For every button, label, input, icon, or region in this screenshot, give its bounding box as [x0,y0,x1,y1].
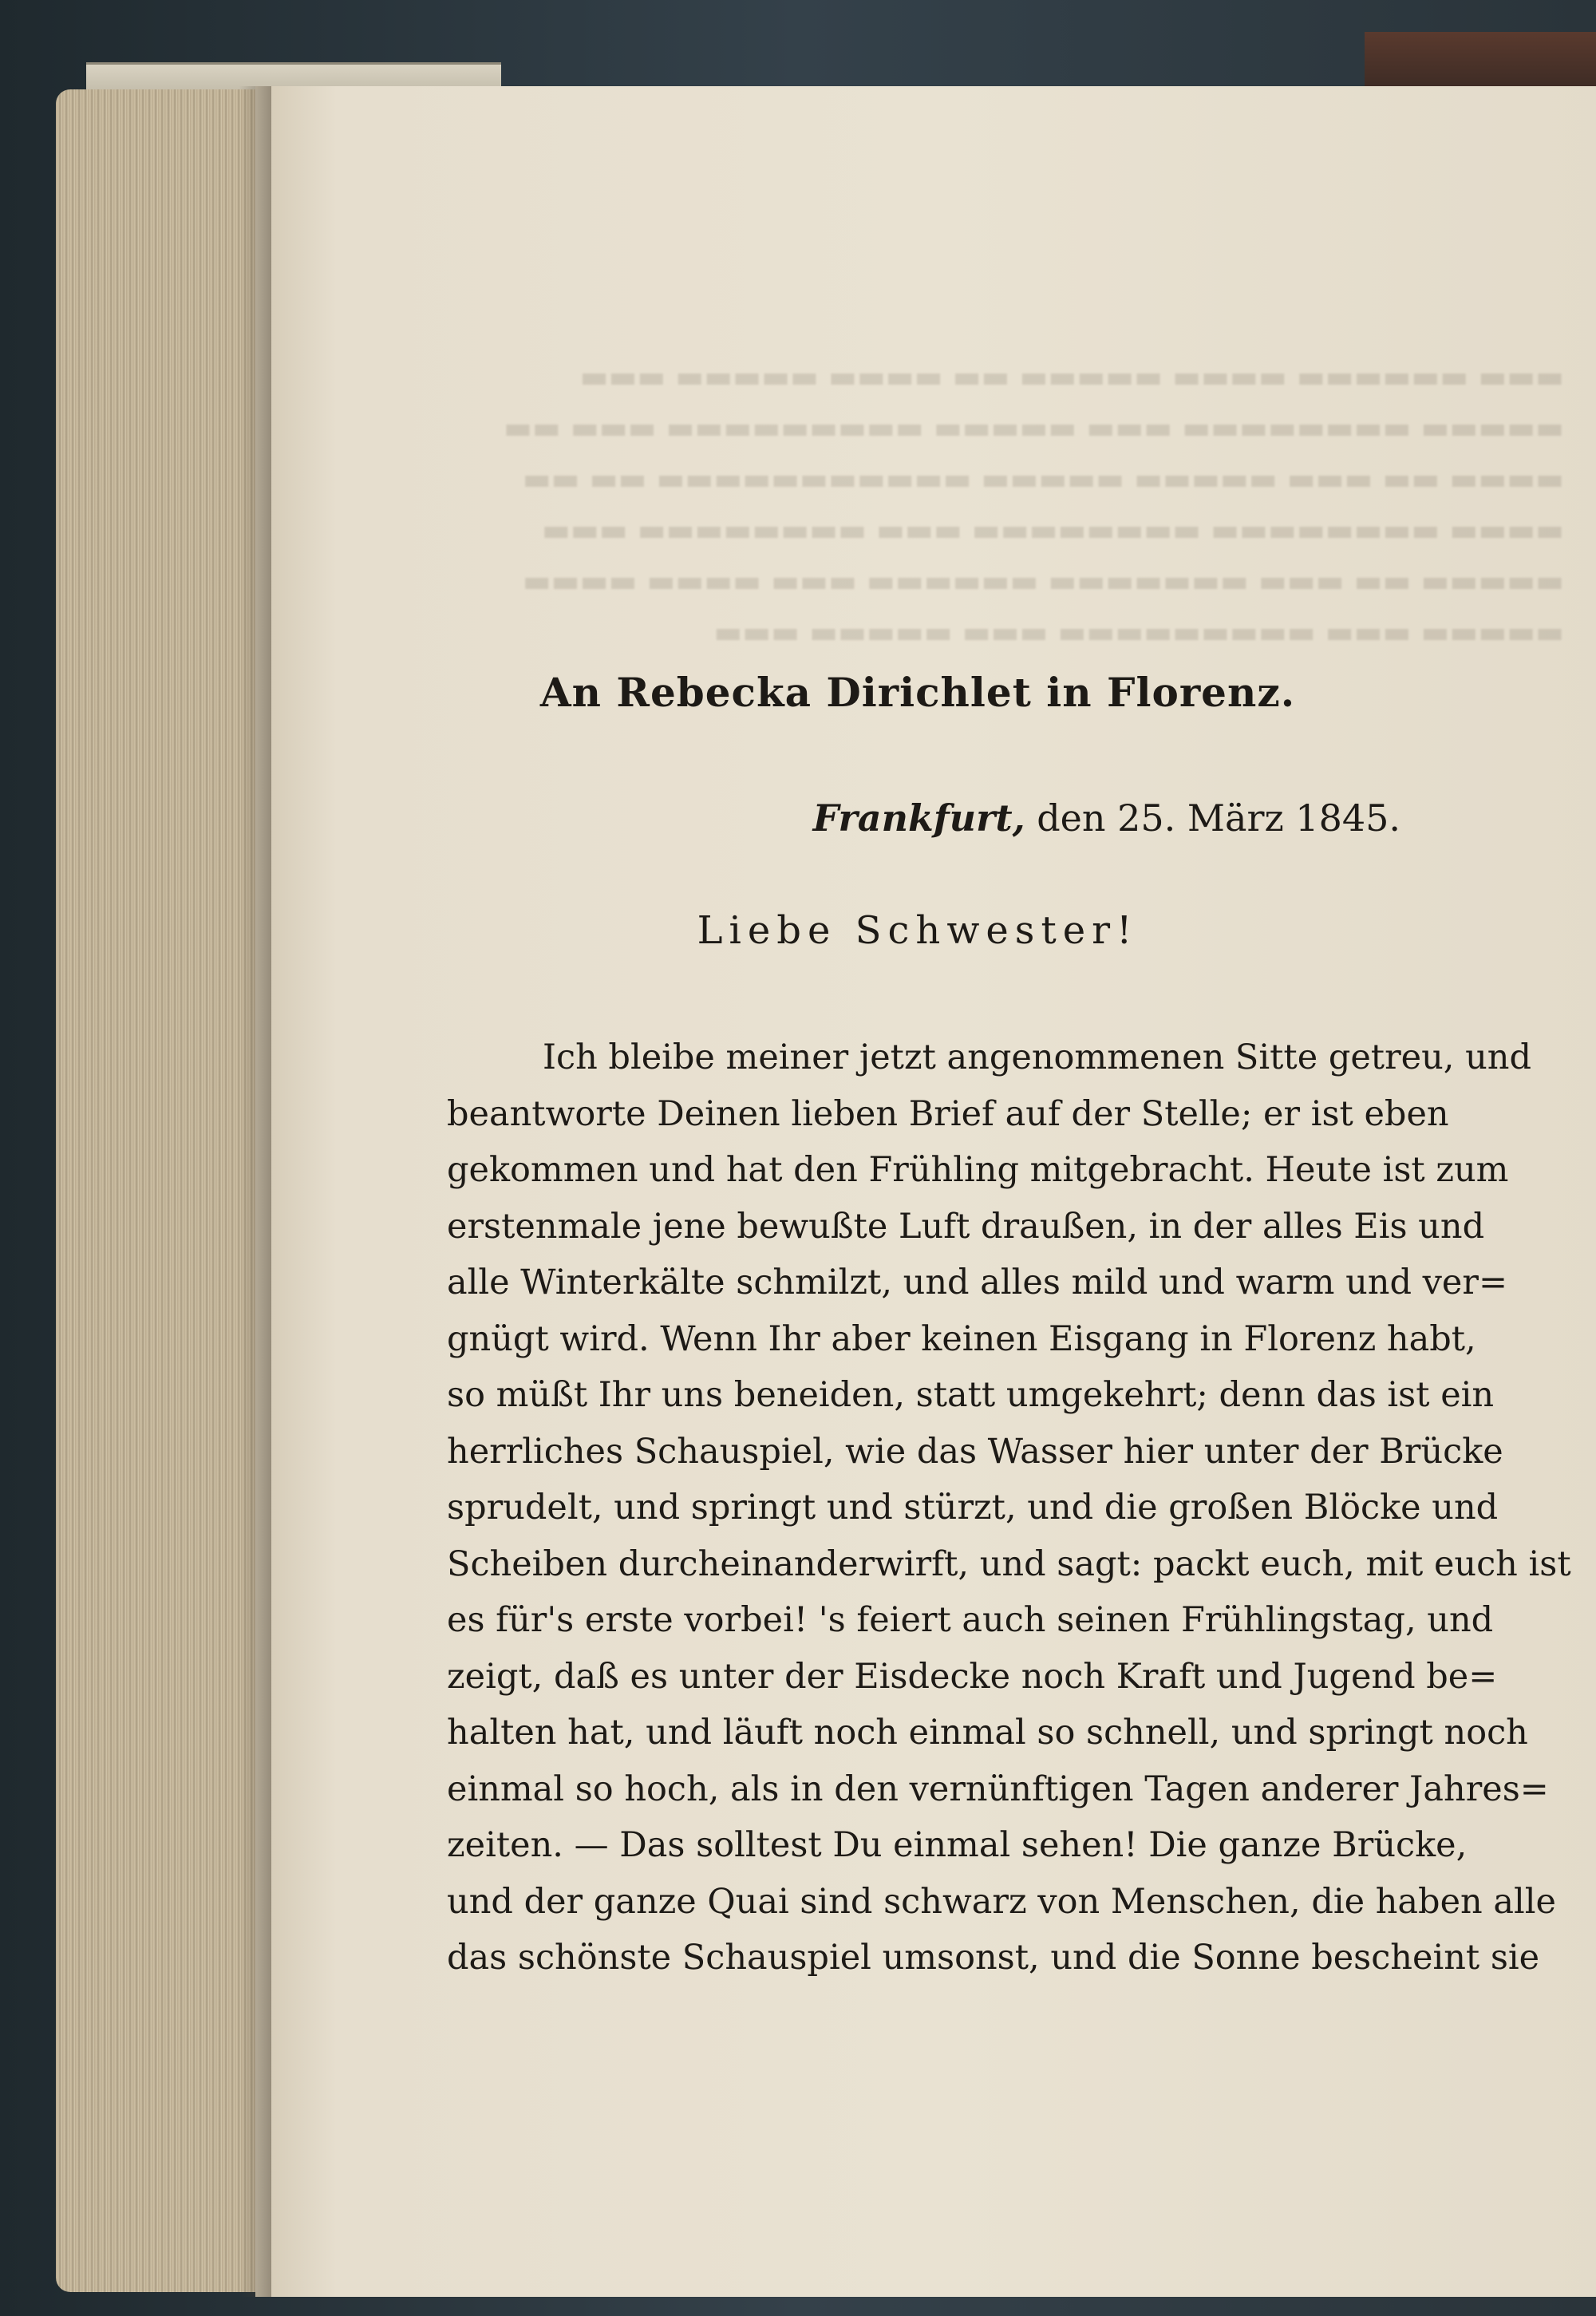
body-line: es für's erste vorbei! 's feiert auch seinen Frühlingstag, und [447,1600,1494,1640]
body-line: Scheiben durcheinanderwirft, und sagt: packt euch, mit euch ist [447,1543,1571,1584]
body-line: halten hat, und läuft noch einmal so schnell, und springt noch [447,1713,1528,1753]
body-line: beantworte Deinen lieben Brief auf der Stelle; er ist eben [447,1093,1449,1134]
body-line: das schönste Schauspiel umsonst, und die Sonne bescheint sie [447,1938,1540,1978]
body-line: einmal so hoch, als in den vernünftigen Tagen anderer Jahres= [447,1769,1549,1809]
letter-body [447,1030,1571,1986]
dateline-place: Frankfurt, [812,796,1025,840]
dateline-date: den 25. März 1845. [1037,796,1400,840]
body-line: zeigt, daß es unter der Eisdecke noch Kraft und Jugend be= [447,1656,1498,1697]
body-line: alle Winterkälte schmilzt, und alles mild und warm und ver= [447,1263,1507,1302]
body-line: und der ganze Quai sind schwarz von Menschen, die haben alle [447,1881,1556,1922]
body-line: erstenmale jene bewußte Luft draußen, in der alles Eis und [447,1206,1485,1247]
body-line: sprudelt, und springt und stürzt, und die großen Blöcke und [447,1488,1499,1528]
body-line: zeiten. — Das solltest Du einmal sehen! Die ganze Brücke, [447,1825,1468,1865]
body-line: Ich bleibe meiner jetzt angenommenen Sitte getreu, und [543,1037,1532,1077]
letter-heading: An Rebecka Dirichlet in Florenz. [539,669,1296,716]
salutation: Liebe Schwester! [697,908,1139,953]
body-line: gnügt wird. Wenn Ihr aber keinen Eisgang in Florenz habt, [447,1318,1476,1359]
body-line: gekommen und hat den Frühling mitgebracht. Heute ist zum [447,1150,1509,1190]
gutter-shadow [239,86,271,2297]
show-through-texture: ▬▬▬ ▬▬▬▬▬▬ ▬▬▬▬ ▬▬▬▬▬ ▬▬ ▬▬▬▬ ▬▬▬▬▬ ▬▬▬ ▬▬▬▬▬ ▬▬▬▬▬▬▬▬ ▬▬▬ ▬▬▬▬▬ ▬▬▬▬▬▬▬▬▬ ▬▬▬ ▬▬ ▬▬▬▬ ▬▬ ▬▬▬ ▬▬▬▬▬ ▬▬▬▬▬ ▬▬▬▬▬▬▬▬▬▬▬ ▬▬ ▬▬ ▬▬▬▬ ▬▬▬▬▬▬▬▬ ▬▬▬▬▬▬▬▬ ▬▬▬ ▬▬▬▬▬▬▬▬ ▬▬▬ ▬▬▬▬▬ ▬▬ ▬▬▬ ▬▬▬▬▬▬▬ ▬▬▬▬▬▬ ▬▬▬ ▬▬▬▬ ▬▬▬▬ ▬▬▬▬▬ ▬▬▬ ▬▬▬▬▬▬▬▬▬ ▬▬▬ ▬▬▬▬▬ ▬▬▬ [503,359,1564,650]
dateline [447,796,1400,840]
body-line: herrliches Schauspiel, wie das Wasser hier unter der Brücke [447,1431,1503,1472]
body-line: so müßt Ihr uns beneiden, statt umgekehrt; denn das ist ein [447,1375,1495,1415]
